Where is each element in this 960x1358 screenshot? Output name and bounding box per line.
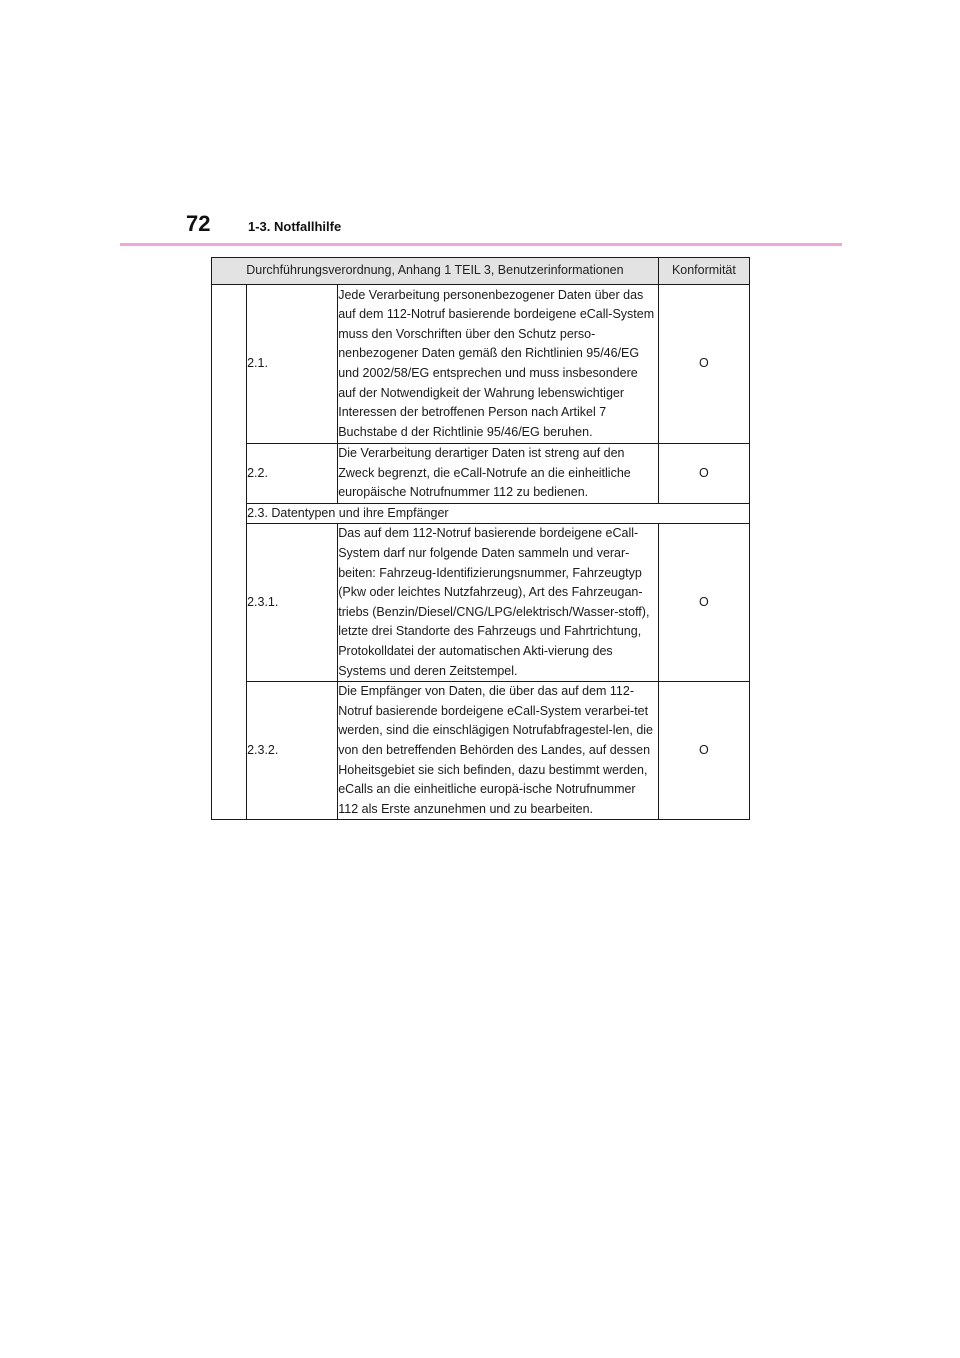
row-text: Jede Verarbeitung personenbezogener Daten über das auf dem 112-Notruf basierende bordeigene eCall-System muss den Vorschriften über den Schutz perso-nenbezogener Daten gemäß den Richtlinien 95/46/EG und 2002/58/EG entsprechen und muss insbesondere auf der Notwendigkeit der Wahrung lebenswichtiger Interessen der betroffenen Person nach Artikel 7 Buchstabe d der Richtlinie 95/46/EG beruhen. xyxy=(338,285,659,444)
indent-cell xyxy=(212,285,247,820)
row-text: Die Empfänger von Daten, die über das auf dem 112-Notruf basierende bordeigene eCall-System verarbei-tet werden, sind die einschlägigen Notrufabfragestel-len, die von den betreffenden Behörden des Landes, auf dessen Hoheitsgebiet sie sich befinden, dazu bestimmt werden, eCalls an die einheitliche europä-ische Notrufnummer 112 als Erste anzunehmen und zu bearbeiten. xyxy=(338,682,659,820)
table-row xyxy=(212,285,750,444)
row-number: 2.2. xyxy=(247,444,338,504)
row-conformity: O xyxy=(658,682,749,820)
subheading: 2.3. Datentypen und ihre Empfänger xyxy=(247,503,750,524)
table-row xyxy=(212,682,750,820)
table-row xyxy=(212,524,750,682)
table-row xyxy=(212,444,750,504)
header-rule xyxy=(120,243,842,246)
header-regulation: Durchführungsverordnung, Anhang 1 TEIL 3, Benutzerinformationen xyxy=(212,258,659,285)
section-title: 1-3. Notfallhilfe xyxy=(248,219,342,234)
row-conformity: O xyxy=(658,285,749,444)
table-header-row xyxy=(212,258,750,285)
table-subheading-row xyxy=(212,503,750,524)
row-number: 2.1. xyxy=(247,285,338,444)
row-conformity: O xyxy=(658,524,749,682)
header-conformity: Konformität xyxy=(658,258,749,285)
regulation-table xyxy=(211,257,750,820)
row-number: 2.3.1. xyxy=(247,524,338,682)
row-text: Die Verarbeitung derartiger Daten ist streng auf den Zweck begrenzt, die eCall-Notrufe an die einheitliche europäische Notrufnummer 112 zu bedienen. xyxy=(338,444,659,504)
row-conformity: O xyxy=(658,444,749,504)
page-number: 72 xyxy=(186,211,211,236)
row-text: Das auf dem 112-Notruf basierende bordeigene eCall-System darf nur folgende Daten sammeln und verar-beiten: Fahrzeug-Identifizierungsnummer, Fahrzeugtyp (Pkw oder leichtes Nutzfahrzeug), Art des Fahrzeugan-triebs (Benzin/Diesel/CNG/LPG/elektrisch/Wasser-stoff), letzte drei Standorte des Fahrzeugs und Fahrtrichtung, Protokolldatei der automatischen Akti-vierung des Systems und deren Zeitstempel. xyxy=(338,524,659,682)
row-number: 2.3.2. xyxy=(247,682,338,820)
